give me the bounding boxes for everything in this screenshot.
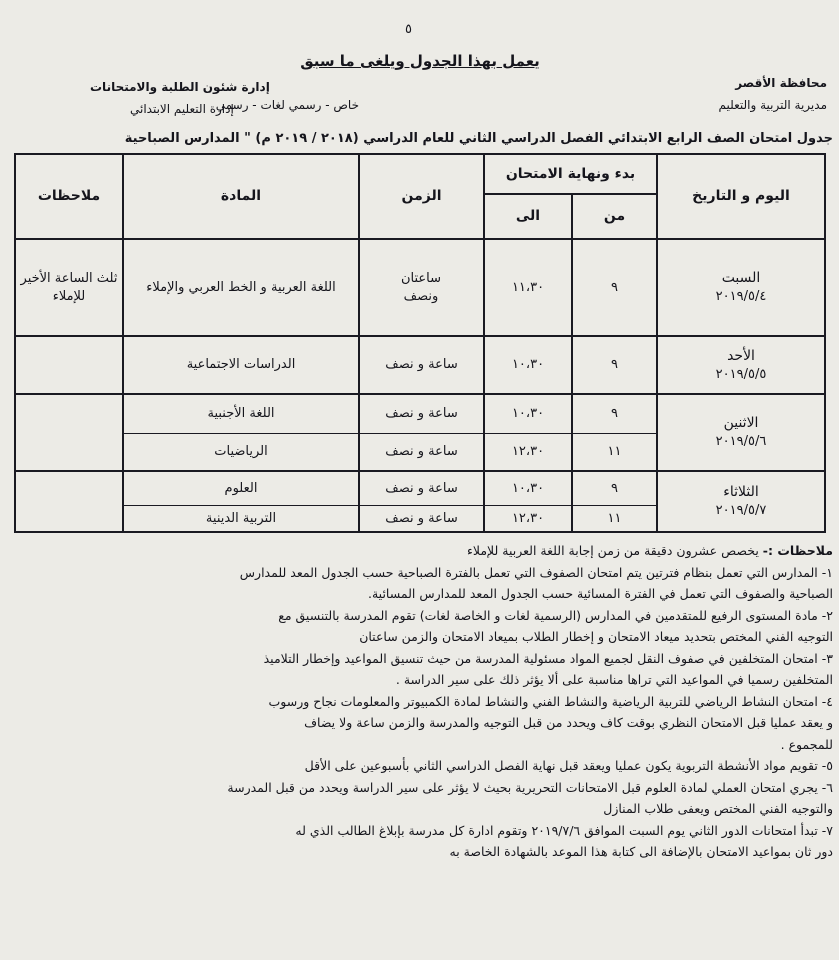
- day-cell: [658, 395, 824, 470]
- note-line: ١- المدارس التي تعمل بنظام فترتين يتم امتحان الصفوف التي تعمل بالفترة الصباحية حسب الجدول المعد للمدارس: [239, 564, 833, 580]
- start-time: ١١: [607, 444, 622, 460]
- subject: التربية الدينية: [205, 510, 277, 526]
- note-line: و يعقد عمليا قبل الامتحان النظري بوقت كاف ويحدد من قبل التوجيه والمدرسة والزمن ساعة ولا يضاف: [304, 715, 833, 730]
- note-line: التوجيه الفني المختص بتحديد ميعاد الامتحان و إخطار الطلاب بميعاد الامتحان والزمن ساعتان: [359, 629, 833, 644]
- day-date: ٢٠١٩/٥/٦: [715, 434, 767, 450]
- header-time: الزمن: [401, 188, 442, 205]
- notes-heading-line: [6, 540, 833, 562]
- duration: ساعة و نصف: [385, 510, 458, 526]
- row-note: [16, 337, 122, 393]
- school-types-label: خاص - رسمي لغات - رسمي: [215, 98, 359, 112]
- note-line: والتوجيه الفني المختص ويعفى طلاب المنازل: [603, 801, 833, 816]
- day-name: الثلاثاء: [723, 484, 759, 501]
- governorate-label: محافظة الأقصر: [735, 76, 827, 90]
- directorate-label: مديرية التربية والتعليم: [718, 98, 827, 112]
- start-time: ٩: [611, 406, 618, 422]
- subject: اللغة العربية و الخط العربي والإملاء: [146, 279, 336, 295]
- note-line: ٢- مادة المستوى الرفيع للمتقدمين في المدارس (الرسمية لغات و الخاصة لغات) تقوم المدرسة بالتنسيق مع: [278, 607, 833, 623]
- note-line: ٧- تبدأ امتحانات الدور الثاني يوم السبت الموافق ٢٠١٩/٧/٦ وتقوم ادارة كل مدرسة بإبلاغ الطالب الذي له: [295, 822, 833, 838]
- primary-education-label: إدارة التعليم الابتدائي: [130, 102, 234, 116]
- exam-title: جدول امتحان الصف الرابع الابتدائي الفصل الدراسي الثاني للعام الدراسي (٢٠١٨ / ٢٠١٩ م) " المدارس الصباحية: [124, 131, 833, 146]
- exam-schedule-table: [14, 153, 826, 533]
- end-time: ١٠،٣٠: [511, 480, 545, 496]
- header-start-end: بدء ونهاية الامتحان: [505, 165, 636, 182]
- day-date: ٢٠١٩/٥/٧: [715, 503, 767, 519]
- day-name: الاثنين: [723, 415, 759, 432]
- subject: العلوم: [224, 480, 258, 496]
- header-from: من: [603, 208, 626, 225]
- note-line: ٣- امتحان المتخلفين في صفوف النقل لجميع المواد مسئولية المدرسة من حيث تنسيق المواعيد وإخطار التلاميذ: [263, 650, 833, 666]
- day-date: ٢٠١٩/٥/٤: [715, 289, 767, 305]
- top-title: يعمل بهذا الجدول ويلغى ما سبق: [300, 52, 540, 70]
- header-day-date: اليوم و التاريخ: [692, 188, 790, 205]
- start-time: ١١: [607, 510, 622, 526]
- note-line: للمجموع .: [780, 736, 833, 752]
- duration: ساعتان ونصف: [400, 270, 442, 304]
- duration: ساعة و نصف: [385, 357, 458, 373]
- notes-label: ملاحظات :-: [762, 543, 833, 558]
- note-line: ٤- امتحان النشاط الرياضي للتربية الرياضية والنشاط الفني والنشاط لمادة الكمبيوتر والمعلومات نجاح ورسوب: [268, 693, 833, 709]
- start-time: ٩: [611, 279, 618, 295]
- day-cell: [658, 240, 824, 335]
- day-name: الأحد: [727, 347, 755, 364]
- end-time: ١٢،٣٠: [511, 510, 545, 526]
- note-line: ٥- تقويم مواد الأنشطة التربوية يكون عمليا ويعقد قبل نهاية الفصل الدراسي الثاني بأسبوعين على الأقل: [304, 758, 833, 773]
- row-note: ثلث الساعة الأخير للإملاء: [20, 270, 118, 304]
- note-line: دور ثان بمواعيد الامتحان بالإضافة الى كتابة هذا الموعد بالشهادة الخاصة به: [449, 844, 833, 859]
- day-date: ٢٠١٩/٥/٥: [715, 366, 767, 382]
- end-time: ١١،٣٠: [511, 279, 545, 295]
- start-time: ٩: [611, 357, 618, 373]
- duration: ساعة و نصف: [385, 406, 458, 422]
- day-cell: [658, 472, 824, 531]
- end-time: ١٠،٣٠: [511, 357, 545, 373]
- duration: ساعة و نصف: [385, 480, 458, 496]
- day-name: السبت: [721, 270, 761, 287]
- day-cell: [658, 337, 824, 393]
- header-subject: المادة: [220, 188, 262, 205]
- duration: ساعة و نصف: [385, 444, 458, 460]
- note-line: المتخلفين رسميا في المواعيد التي تراها مناسبة على ألا يؤثر ذلك على سير الدراسة .: [395, 672, 833, 687]
- notes-section: [6, 540, 833, 863]
- header-to: الى: [515, 208, 541, 225]
- start-time: ٩: [611, 480, 618, 496]
- header-notes: ملاحظات: [37, 188, 101, 205]
- notes-first: يخصص عشرون دقيقة من زمن إجابة اللغة العربية للإملاء: [466, 543, 759, 558]
- end-time: ١٢،٣٠: [511, 444, 545, 460]
- end-time: ١٠،٣٠: [511, 406, 545, 422]
- subject: الدراسات الاجتماعية: [186, 357, 296, 373]
- subject: اللغة الأجنبية: [207, 406, 275, 422]
- page-number: ٥: [405, 22, 412, 37]
- note-line: الصباحية والصفوف التي تعمل في الفترة المسائية حسب الجدول المعد للمدارس المسائية.: [368, 586, 833, 601]
- subject: الرياضيات: [214, 444, 268, 460]
- student-affairs-label: إدارة شئون الطلبة والامتحانات: [90, 80, 270, 94]
- note-line: ٦- يجري امتحان العملي لمادة العلوم قبل الامتحانات التحريرية بحيث لا يؤثر على سير الدراسة ويحدد من قبل المدرسة: [227, 779, 833, 795]
